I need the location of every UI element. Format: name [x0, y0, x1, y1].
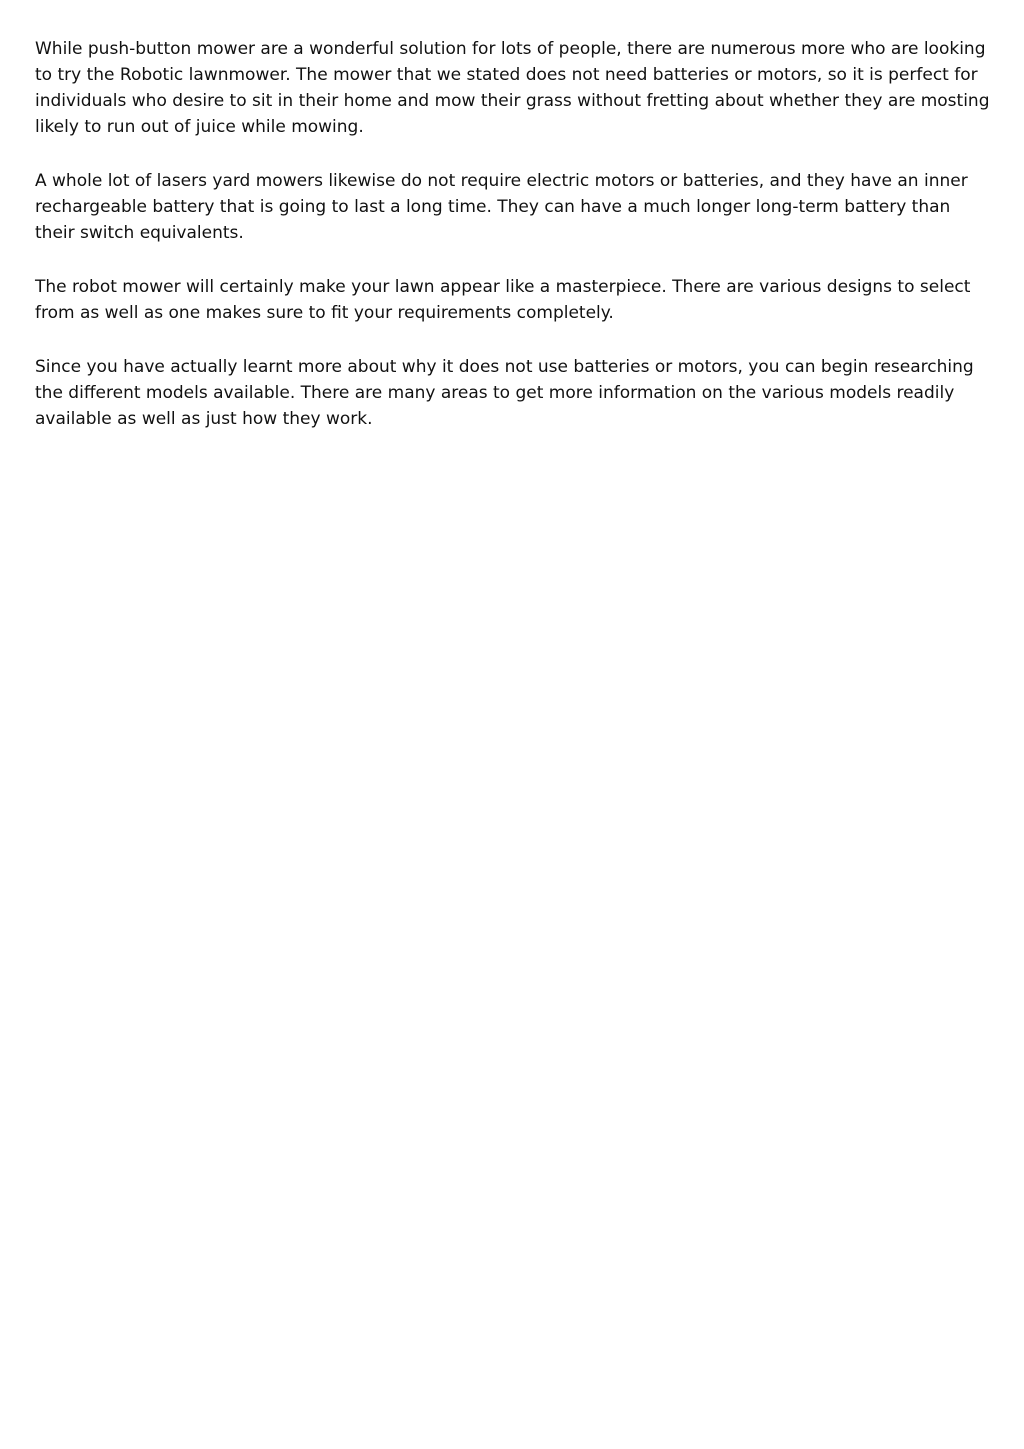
- paragraph-3: The robot mower will certainly make your lawn appear like a masterpiece. There are various designs to select from as well as one makes sure to fit your requirements completely.: [35, 277, 971, 323]
- paragraph-2: A whole lot of lasers yard mowers likewise do not require electric motors or batteries, and they have an inner rechargeable battery that is going to last a long time. They can have a much longer long-term battery than their switch equivalents.: [35, 171, 968, 243]
- paragraph-1: While push-button mower are a wonderful solution for lots of people, there are numerous more who are looking to try the Robotic lawnmower. The mower that we stated does not need batteries or motors, so it is perfect for individuals who desire to sit in their home and mow their grass without fretting about whether they are mosting likely to run out of juice while mowing.: [35, 39, 990, 137]
- article-body: [35, 36, 990, 432]
- paragraph-4: Since you have actually learnt more about why it does not use batteries or motors, you can begin researching the different models available. There are many areas to get more information on the various models readily available as well as just how they work.: [35, 357, 974, 429]
